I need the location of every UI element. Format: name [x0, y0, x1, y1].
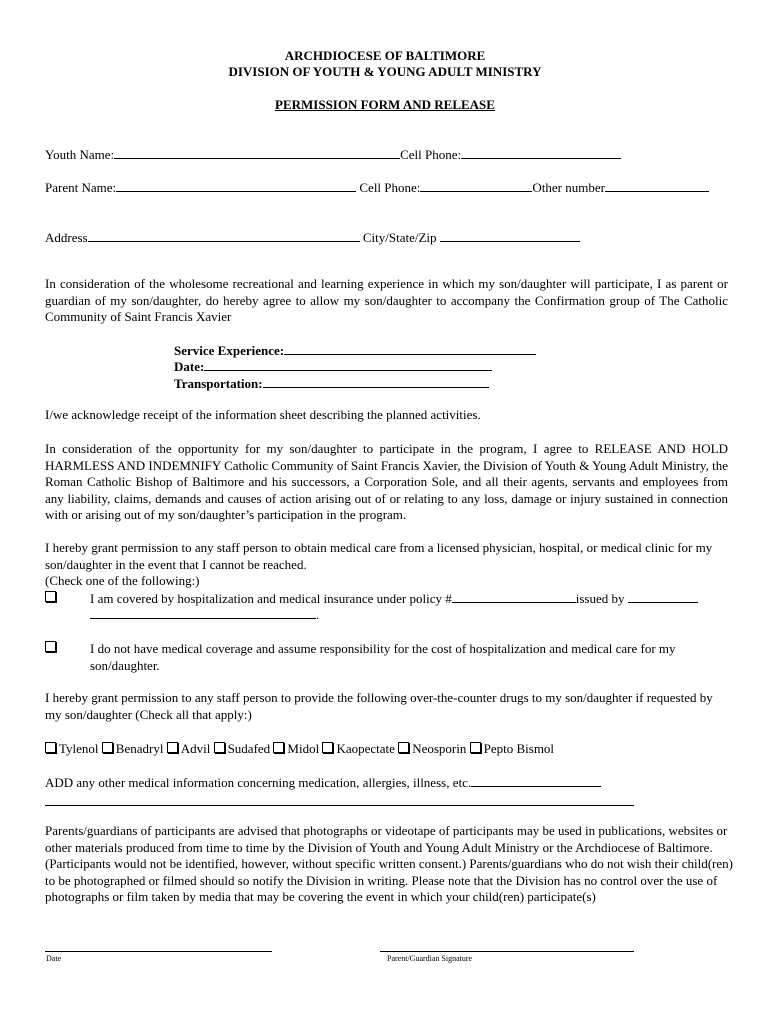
city-state-zip-field[interactable] [440, 229, 580, 242]
issued-by-field-continued[interactable] [90, 606, 316, 619]
drug-option-benadryl[interactable] [102, 741, 164, 756]
date-signature-line[interactable] [45, 951, 272, 952]
service-experience-field[interactable] [284, 342, 536, 355]
no-coverage-text: I do not have medical coverage and assume responsibility for the cost of hospitalization and medical care for my son/daughter. [90, 641, 676, 673]
address-row [45, 229, 580, 246]
checkbox-icon [45, 641, 56, 652]
address-label: Address [45, 230, 88, 245]
parent-name-row [45, 179, 709, 196]
service-experience-row [174, 342, 536, 359]
checkbox-icon [45, 591, 56, 602]
cell-phone-label-1: Cell Phone: [400, 147, 462, 162]
drug-label: Neosporin [412, 741, 467, 756]
service-experience-label: Service Experience: [174, 343, 285, 358]
check-one-text: (Check one of the following:) [45, 573, 200, 588]
date-label: Date: [174, 359, 205, 374]
drug-label: Advil [180, 741, 211, 756]
checkbox-icon [273, 742, 284, 753]
cell-phone-field-2[interactable] [420, 179, 532, 192]
drug-label: Midol [287, 741, 320, 756]
other-number-label: Other number [532, 180, 605, 195]
add-info-row [45, 774, 601, 791]
insurance-covered-text: I am covered by hospitalization and medical insurance under policy # [90, 591, 452, 606]
division-title: DIVISION OF YOUTH & YOUNG ADULT MINISTRY [228, 64, 542, 79]
medical-grant-paragraph: I hereby grant permission to any staff person to obtain medical care from a licensed physician, hospital, or medical clinic for my son/daughter in the event that I cannot be reached. [45, 540, 713, 572]
checkbox-icon [214, 742, 225, 753]
photos-paragraph: Parents/guardians of participants are advised that photographs or videotape of participants may be used in publications, websites or other materials produced from time to time by the Division of Youth and Young Adult Ministry or the Archdiocese of Baltimore. (Participants would not be identified, however, without specific written consent.) Parents/guardians who do not wish their child(ren) to be photographed or filmed should so notify the Division in writing. Please note that the Division has no control over the use of photographs or film taken by media that may be covering the event in which your child(ren) participate(s) [45, 823, 733, 905]
checkbox-icon [398, 742, 409, 753]
city-state-zip-label: City/State/Zip [362, 230, 437, 245]
transportation-field[interactable] [263, 375, 489, 388]
cell-phone-label-2: Cell Phone: [359, 180, 421, 195]
transportation-label: Transportation: [174, 376, 263, 391]
youth-name-field[interactable] [114, 146, 400, 159]
issued-by-text: issued by [575, 591, 625, 606]
date-row [174, 358, 492, 375]
period-glyph: . [316, 607, 320, 622]
drug-option-tylenol[interactable] [45, 741, 99, 756]
insurance-continuation-row [90, 606, 319, 623]
drug-label: Benadryl [115, 741, 164, 756]
policy-number-field[interactable] [452, 590, 576, 603]
drug-options-row [45, 741, 554, 757]
checkbox-icon [45, 742, 56, 753]
drug-option-midol[interactable] [273, 741, 319, 756]
drug-option-neosporin[interactable] [398, 741, 466, 756]
acknowledge-text: I/we acknowledge receipt of the information sheet describing the planned activities. [45, 407, 481, 422]
release-paragraph: In consideration of the opportunity for my son/daughter to participate in the program, I agree to RELEASE AND HOLD HARMLESS AND INDEMNIFY Catholic Community of Saint Francis Xavier, the Division of Youth & Young Adult Ministry, the Roman Catholic Bishop of Baltimore and his successors, a Corporation Sole, and all their agents, servants and employees from any liability, claims, demands and causes of action arising out of or relating to any loss, damage or injury sustained in connection with or arising out of my son/daughter’s participation in the program. [45, 441, 728, 523]
checkbox-icon [322, 742, 333, 753]
drug-label: Tylenol [59, 741, 99, 756]
transportation-row [174, 375, 489, 392]
add-info-label: ADD any other medical information concerning medication, allergies, illness, etc. [45, 775, 472, 790]
parent-signature-label: Parent/Guardian Signature [387, 954, 473, 963]
otc-grant-paragraph: I hereby grant permission to any staff person to provide the following over-the-counter drugs to my son/daughter if requested by my son/daughter (Check all that apply:) [45, 690, 713, 722]
drug-label: Pepto Bismol [483, 741, 555, 756]
insurance-covered-row [90, 590, 698, 607]
checkbox-icon [102, 742, 113, 753]
add-info-field-line-2[interactable] [45, 805, 634, 806]
youth-name-row [45, 146, 621, 163]
parent-name-label: Parent Name: [45, 180, 117, 195]
drug-option-pepto-bismol[interactable] [470, 741, 554, 756]
checkbox-icon [470, 742, 481, 753]
checkbox-icon [167, 742, 178, 753]
add-info-field[interactable] [471, 774, 601, 787]
drug-label: Sudafed [227, 741, 271, 756]
no-coverage-checkbox[interactable] [45, 640, 59, 656]
org-title: ARCHDIOCESE OF BALTIMORE [284, 48, 486, 63]
drug-option-kaopectate[interactable] [322, 741, 394, 756]
parent-name-field[interactable] [116, 179, 356, 192]
drug-label: Kaopectate [336, 741, 395, 756]
insurance-covered-checkbox[interactable] [45, 590, 59, 606]
drug-option-advil[interactable] [167, 741, 211, 756]
form-title: PERMISSION FORM AND RELEASE [275, 97, 495, 112]
consideration-paragraph: In consideration of the wholesome recreational and learning experience in which my son/daughter will participate, I as parent or guardian of my son/daughter, do hereby agree to allow my son/daughter to accompany the Confirmation group of The Catholic Community of Saint Francis Xavier [45, 276, 728, 325]
other-number-field[interactable] [605, 179, 709, 192]
youth-name-label: Youth Name: [45, 147, 115, 162]
drug-option-sudafed[interactable] [214, 741, 271, 756]
cell-phone-field-1[interactable] [461, 146, 621, 159]
date-signature-label: Date [46, 954, 62, 963]
address-field[interactable] [88, 229, 360, 242]
date-field[interactable] [204, 358, 492, 371]
issued-by-field[interactable] [628, 590, 698, 603]
